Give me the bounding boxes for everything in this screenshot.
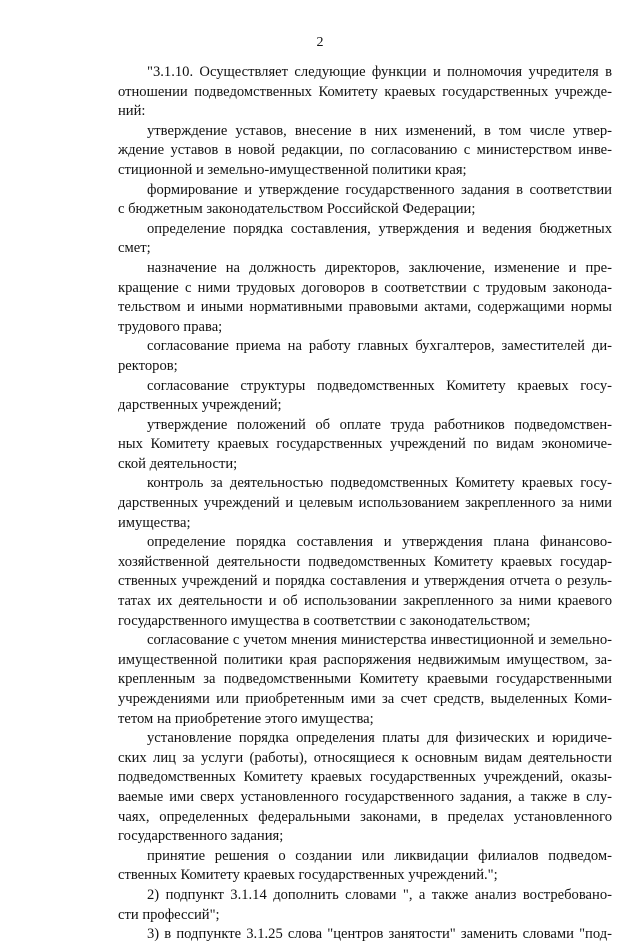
text-line: ректоров;	[118, 357, 178, 374]
text-line: назначение на должность директоров, заключение, изменение и пре-	[147, 259, 612, 276]
text-line: смет;	[118, 240, 151, 257]
text-line: имущества;	[118, 514, 191, 531]
text-line: формирование и утверждение государственного задания в соответствии	[147, 181, 612, 198]
text-line: тетом на приобретение этого имущества;	[118, 710, 374, 727]
text-line: чаях, определенных федеральными законами, в пределах установленного	[118, 808, 612, 825]
text-line: татах их деятельности и об использовании закрепленного за ними краевого	[118, 593, 612, 610]
text-line: определение порядка составления, утверждения и ведения бюджетных	[147, 220, 612, 237]
text-line: государственного имущества в соответствии с законодательством;	[118, 612, 531, 629]
text-line: с бюджетным законодательством Российской Федерации;	[118, 201, 476, 218]
text-line: 3) в подпункте 3.1.25 слова "центров занятости" заменить словами "под-	[147, 926, 612, 943]
text-line: ждение уставов в новой редакции, по согласованию с министерством инве-	[118, 142, 612, 159]
text-line: дарственных учреждений;	[118, 397, 282, 414]
text-line: 2) подпункт 3.1.14 дополнить словами ", а также анализ востребовано-	[147, 886, 612, 903]
text-line: ской деятельности;	[118, 455, 238, 472]
document-body	[118, 63, 612, 945]
text-line: хозяйственной деятельности подведомственных Комитету краевых государ-	[118, 553, 612, 570]
text-line: утверждение положений об оплате труда работников подведомствен-	[147, 416, 612, 433]
text-line: государственного задания;	[118, 828, 284, 845]
text-line: отношении подведомственных Комитету краевых государственных учрежде-	[118, 83, 612, 100]
text-line: сти профессий";	[118, 906, 220, 923]
text-line: согласование структуры подведомственных Комитету краевых госу-	[147, 377, 612, 394]
text-line: ственных Комитету краевых государственных учреждений.";	[118, 867, 498, 884]
text-line: ваемые ими сверх установленного государственного задания, а также в слу-	[118, 788, 612, 805]
text-line: имущественной политики края распоряжения недвижимым имуществом, за-	[118, 651, 612, 668]
text-line: "3.1.10. Осуществляет следующие функции и полномочия учредителя в	[147, 64, 612, 80]
text-line: утверждение уставов, внесение в них изменений, в том числе утвер-	[147, 122, 612, 139]
text-line: принятие решения о создании или ликвидации филиалов подведом-	[147, 847, 612, 864]
text-line: ных Комитету краевых государственных учреждений по видам экономиче-	[118, 436, 612, 453]
text-line: трудового права;	[118, 318, 223, 335]
text-line: согласование приема на работу главных бухгалтеров, заместителей ди-	[147, 338, 612, 355]
text-line: дарственных учреждений и целевым использованием закрепленного за ними	[118, 495, 612, 512]
text-line: контроль за деятельностью подведомственных Комитету краевых госу-	[147, 475, 612, 492]
text-line: определение порядка составления и утверждения плана финансово-	[147, 534, 612, 551]
text-line: ний:	[118, 103, 146, 120]
text-line: ских лиц за услуги (работы), относящиеся к основным видам деятельности	[118, 749, 612, 766]
text-line: тельством и иными нормативными правовыми актами, содержащими нормы	[118, 299, 612, 316]
text-line: согласование с учетом мнения министерства инвестиционной и земельно-	[147, 632, 612, 649]
text-line: крепленным за подведомственными Комитету краевыми государственными	[118, 671, 612, 688]
page-number: 2	[316, 35, 324, 50]
text-line: кращение с ними трудовых договоров в соответствии с трудовым законода-	[118, 279, 612, 296]
text-line: установление порядка определения платы для физических и юридиче-	[147, 730, 612, 747]
text-line: стиционной и земельно-имущественной политики края;	[118, 161, 467, 178]
text-line: учреждениями или приобретенным ими за счет средств, выделенных Коми-	[118, 691, 612, 707]
text-line: ственных учреждений и порядка составления и утверждения отчета о резуль-	[118, 573, 612, 590]
text-line: подведомственных Комитету краевых государственных учреждений, оказы-	[118, 769, 612, 786]
